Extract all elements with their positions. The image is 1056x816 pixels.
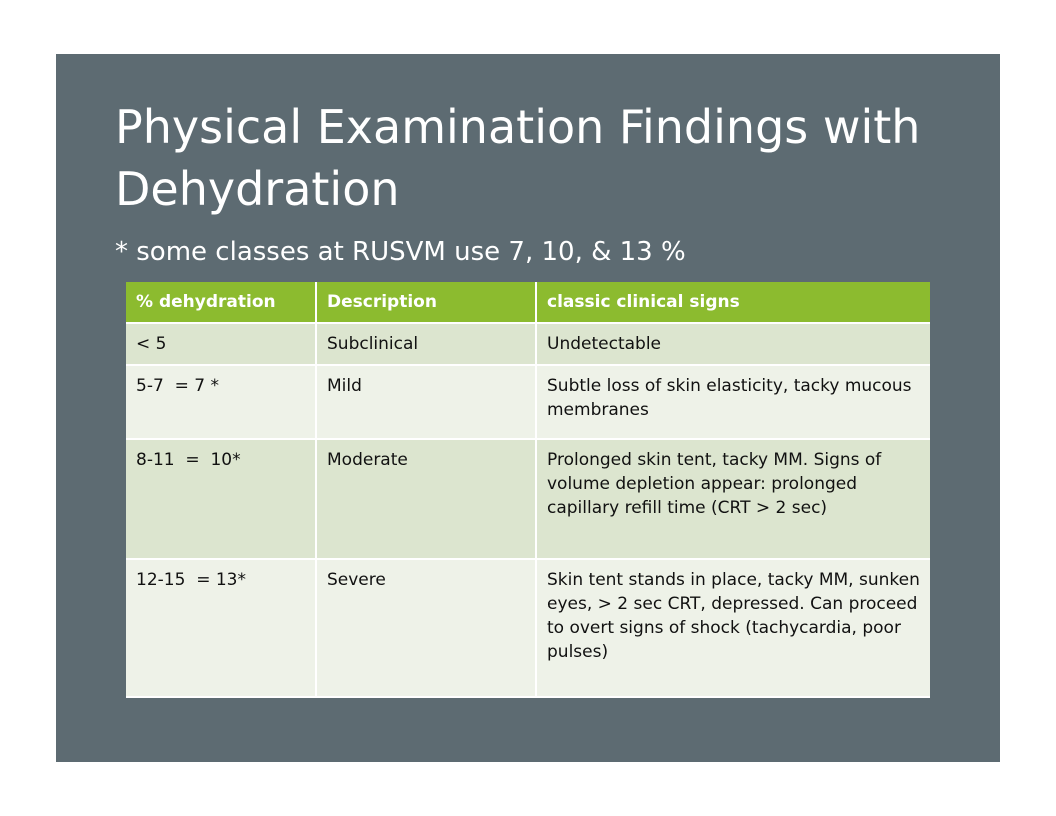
slide-title: Physical Examination Findings with Dehydration — [115, 100, 921, 216]
header-description: Description — [316, 282, 536, 323]
header-percent-dehydration: % dehydration — [126, 282, 316, 323]
table-row — [126, 365, 930, 439]
header-clinical-signs: classic clinical signs — [536, 282, 930, 323]
dehydration-table — [126, 282, 930, 698]
cell-signs: Subtle loss of skin elasticity, tacky mucous membranes — [536, 365, 930, 439]
cell-description: Severe — [316, 559, 536, 697]
cell-description: Moderate — [316, 439, 536, 559]
table-row — [126, 559, 930, 697]
cell-signs: Skin tent stands in place, tacky MM, sunken eyes, > 2 sec CRT, depressed. Can proceed to overt signs of shock (tachycardia, poor pulses) — [536, 559, 930, 697]
table-row — [126, 439, 930, 559]
cell-description: Mild — [316, 365, 536, 439]
cell-signs: Undetectable — [536, 323, 930, 365]
cell-percent: 8-11 = 10* — [126, 439, 316, 559]
cell-signs: Prolonged skin tent, tacky MM. Signs of volume depletion appear: prolonged capillary refill time (CRT > 2 sec) — [536, 439, 930, 559]
cell-description: Subclinical — [316, 323, 536, 365]
cell-percent: 12-15 = 13* — [126, 559, 316, 697]
table-header-row — [126, 282, 930, 323]
cell-percent: < 5 — [126, 323, 316, 365]
table-row — [126, 323, 930, 365]
cell-percent: 5-7 = 7 * — [126, 365, 316, 439]
slide — [56, 54, 1000, 762]
slide-subtitle: * some classes at RUSVM use 7, 10, & 13 % — [115, 237, 686, 267]
